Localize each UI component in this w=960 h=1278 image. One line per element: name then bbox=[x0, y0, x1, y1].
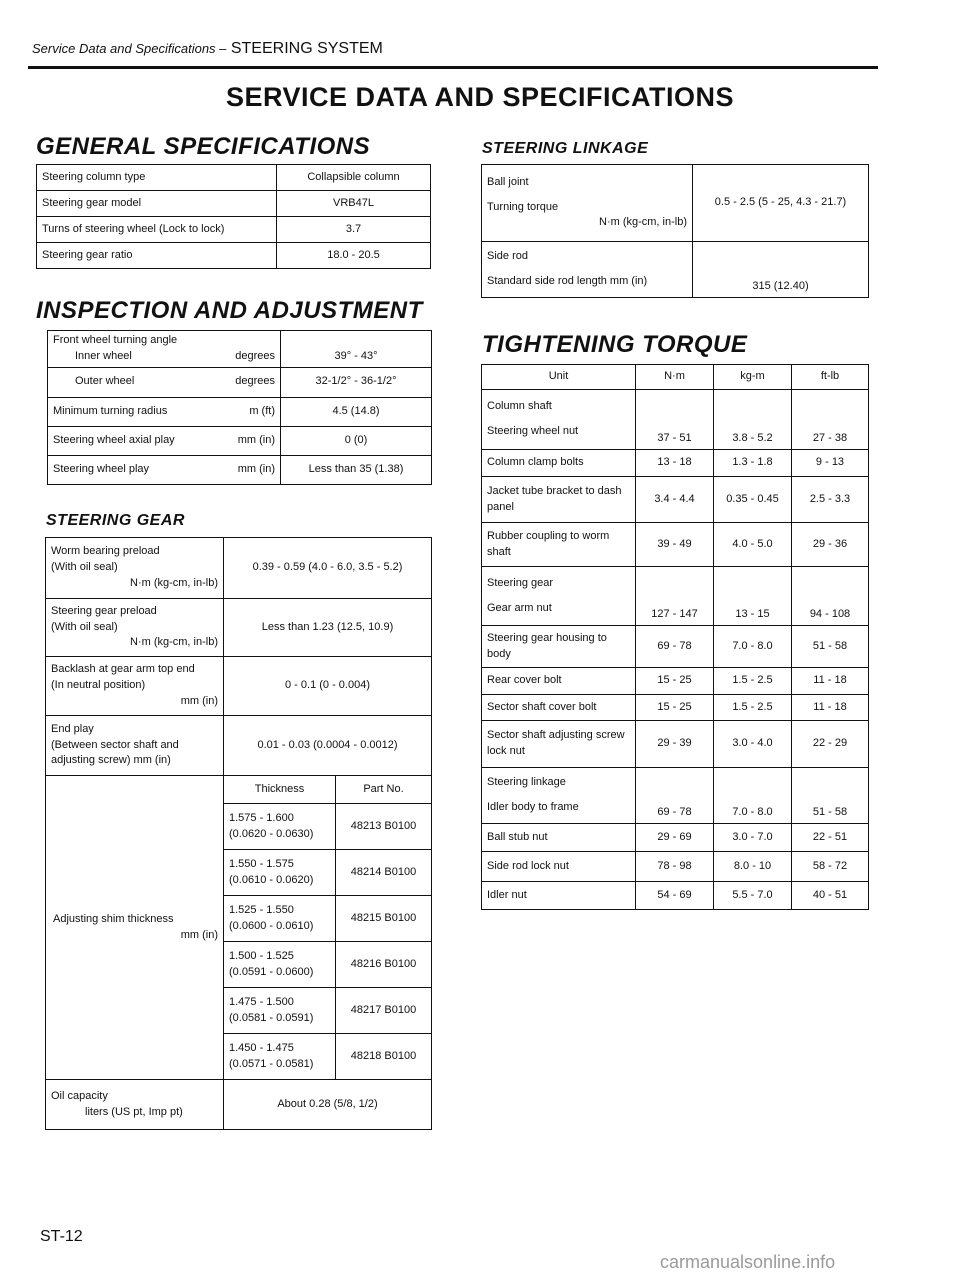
torque-ftlb: 11 - 18 bbox=[792, 668, 869, 695]
side-rod-label: Side rod bbox=[487, 250, 528, 263]
worm-label-3: N·m (kg-cm, in-lb) bbox=[130, 576, 218, 589]
torque-item: Rear cover bolt bbox=[482, 668, 636, 695]
table-row bbox=[482, 523, 869, 567]
worm-label-2: (With oil seal) bbox=[51, 561, 118, 574]
shim-label-2: mm (in) bbox=[180, 928, 218, 941]
end-play-label-1: End play bbox=[51, 722, 94, 735]
table-row bbox=[37, 165, 431, 191]
end-play-label-3: adjusting screw) mm (in) bbox=[51, 754, 171, 767]
torque-nm: 69 - 78 bbox=[636, 768, 714, 824]
end-play-label-2: (Between sector shaft and bbox=[51, 738, 179, 751]
torque-nm: 15 - 25 bbox=[636, 668, 714, 695]
table-row bbox=[37, 217, 431, 243]
page-title: SERVICE DATA AND SPECIFICATIONS bbox=[225, 82, 735, 112]
preload-value: Less than 1.23 (12.5, 10.9) bbox=[224, 599, 432, 657]
shim-part-number: 48217 B0100 bbox=[336, 988, 432, 1034]
shim-thickness-in: (0.0620 - 0.0630) bbox=[229, 827, 314, 840]
torque-item: Gear arm nut bbox=[487, 601, 552, 614]
torque-ftlb: 27 - 38 bbox=[792, 390, 869, 450]
table-row bbox=[482, 477, 869, 523]
torque-nm: 127 - 147 bbox=[636, 567, 714, 626]
torque-item: Side rod lock nut bbox=[482, 852, 636, 882]
general-value: 3.7 bbox=[277, 217, 431, 243]
turning-radius-value: 4.5 (14.8) bbox=[281, 397, 432, 426]
torque-kgm: 3.0 - 4.0 bbox=[714, 721, 792, 768]
worm-value: 0.39 - 0.59 (4.0 - 6.0, 3.5 - 5.2) bbox=[224, 538, 432, 599]
shim-part-number: 48215 B0100 bbox=[336, 896, 432, 942]
header-rule bbox=[28, 66, 878, 69]
general-value: VRB47L bbox=[277, 191, 431, 217]
torque-kgm: 7.0 - 8.0 bbox=[714, 626, 792, 668]
general-label: Steering gear ratio bbox=[37, 243, 277, 269]
table-row bbox=[48, 397, 432, 426]
backlash-value: 0 - 0.1 (0 - 0.004) bbox=[224, 657, 432, 716]
table-row bbox=[482, 450, 869, 477]
table-row bbox=[48, 331, 432, 368]
torque-item: Idler body to frame bbox=[487, 801, 579, 813]
shim-label-1: Adjusting shim thickness bbox=[53, 912, 174, 925]
torque-kgm: 1.5 - 2.5 bbox=[714, 695, 792, 721]
inner-wheel-unit: degrees bbox=[235, 349, 275, 362]
preload-label-2: (With oil seal) bbox=[51, 620, 118, 633]
running-header bbox=[32, 40, 383, 58]
table-row bbox=[48, 367, 432, 397]
group-steering-linkage: Steering linkage bbox=[487, 776, 566, 789]
shim-thickness-in: (0.0610 - 0.0620) bbox=[229, 873, 314, 886]
turning-radius-unit: m (ft) bbox=[249, 404, 275, 417]
torque-kgm: 3.8 - 5.2 bbox=[714, 390, 792, 450]
torque-kgm: 1.3 - 1.8 bbox=[714, 450, 792, 477]
table-row bbox=[37, 191, 431, 217]
torque-kgm: 3.0 - 7.0 bbox=[714, 824, 792, 852]
wheel-play-value: Less than 35 (1.38) bbox=[281, 455, 432, 484]
shim-thickness-mm: 1.525 - 1.550 bbox=[229, 903, 294, 916]
backlash-label-2: (In neutral position) bbox=[51, 679, 146, 692]
outer-wheel-label: Outer wheel bbox=[75, 375, 135, 388]
table-row bbox=[46, 716, 432, 776]
inner-wheel-label: Inner wheel bbox=[75, 349, 132, 362]
torque-nm: 3.4 - 4.4 bbox=[636, 477, 714, 523]
table-row bbox=[46, 538, 432, 599]
table-row bbox=[482, 824, 869, 852]
axial-play-value: 0 (0) bbox=[281, 426, 432, 455]
torque-ftlb: 51 - 58 bbox=[792, 768, 869, 824]
turning-torque-label: Turning torque bbox=[487, 200, 559, 213]
torque-nm: 29 - 69 bbox=[636, 824, 714, 852]
shim-thickness-in: (0.0581 - 0.0591) bbox=[229, 1011, 314, 1024]
table-row bbox=[46, 599, 432, 657]
oil-capacity-label-1: Oil capacity bbox=[51, 1089, 108, 1102]
table-row bbox=[482, 165, 869, 242]
axial-play-unit: mm (in) bbox=[237, 433, 275, 446]
table-row bbox=[482, 721, 869, 768]
thickness-header: Thickness bbox=[224, 776, 336, 804]
shim-part-number: 48214 B0100 bbox=[336, 850, 432, 896]
shim-thickness-mm: 1.550 - 1.575 bbox=[229, 857, 294, 870]
linkage-heading: STEERING LINKAGE bbox=[482, 140, 649, 157]
table-row bbox=[48, 426, 432, 455]
axial-play-label: Steering wheel axial play bbox=[53, 433, 175, 446]
general-label: Steering column type bbox=[37, 165, 277, 191]
outer-wheel-value: 32-1/2° - 36-1/2° bbox=[281, 367, 432, 397]
shim-thickness-mm: 1.500 - 1.525 bbox=[229, 949, 294, 962]
backlash-label-1: Backlash at gear arm top end bbox=[51, 663, 195, 676]
torque-item: Ball stub nut bbox=[482, 824, 636, 852]
part-header: Part No. bbox=[336, 776, 432, 804]
table-row bbox=[482, 242, 869, 298]
col-unit: Unit bbox=[482, 365, 636, 390]
end-play-value: 0.01 - 0.03 (0.0004 - 0.0012) bbox=[224, 716, 432, 776]
shim-part-number: 48216 B0100 bbox=[336, 942, 432, 988]
table-row bbox=[46, 1080, 432, 1130]
gear-table bbox=[45, 537, 432, 1130]
torque-ftlb: 22 - 51 bbox=[792, 824, 869, 852]
torque-item: Sector shaft cover bolt bbox=[482, 695, 636, 721]
torque-nm: 78 - 98 bbox=[636, 852, 714, 882]
oil-capacity-label-2: liters (US pt, Imp pt) bbox=[85, 1105, 183, 1118]
shim-thickness-mm: 1.575 - 1.600 bbox=[229, 811, 294, 824]
gear-heading: STEERING GEAR bbox=[46, 512, 185, 529]
turning-torque-unit: N·m (kg-cm, in-lb) bbox=[599, 216, 687, 229]
table-row bbox=[482, 567, 869, 626]
inspection-label bbox=[48, 331, 281, 368]
page-number: ST-12 bbox=[40, 1228, 83, 1245]
inspection-heading: INSPECTION AND ADJUSTMENT bbox=[36, 297, 423, 324]
torque-item: Column clamp bolts bbox=[482, 450, 636, 477]
table-header-row bbox=[482, 365, 869, 390]
torque-heading: TIGHTENING TORQUE bbox=[482, 331, 748, 358]
shim-thickness-in: (0.0591 - 0.0600) bbox=[229, 965, 314, 978]
table-row bbox=[482, 882, 869, 910]
torque-ftlb: 58 - 72 bbox=[792, 852, 869, 882]
torque-kgm: 8.0 - 10 bbox=[714, 852, 792, 882]
general-label: Steering gear model bbox=[37, 191, 277, 217]
torque-nm: 54 - 69 bbox=[636, 882, 714, 910]
worm-label-1: Worm bearing preload bbox=[51, 545, 160, 558]
group-column-shaft: Column shaft bbox=[487, 400, 552, 413]
inner-wheel-value: 39° - 43° bbox=[281, 331, 432, 368]
col-ftlb: ft-lb bbox=[792, 365, 869, 390]
torque-nm: 15 - 25 bbox=[636, 695, 714, 721]
torque-table bbox=[481, 364, 869, 910]
oil-capacity-value: About 0.28 (5/8, 1/2) bbox=[224, 1080, 432, 1130]
general-value: 18.0 - 20.5 bbox=[277, 243, 431, 269]
torque-nm: 37 - 51 bbox=[636, 390, 714, 450]
torque-nm: 69 - 78 bbox=[636, 626, 714, 668]
linkage-table bbox=[481, 164, 869, 298]
table-row bbox=[48, 455, 432, 484]
side-rod-length-value: 315 (12.40) bbox=[693, 242, 869, 298]
wheel-play-unit: mm (in) bbox=[237, 462, 275, 475]
torque-item: Rubber coupling to worm shaft bbox=[482, 523, 636, 567]
torque-kgm: 7.0 - 8.0 bbox=[714, 768, 792, 824]
col-nm: N·m bbox=[636, 365, 714, 390]
shim-part-number: 48213 B0100 bbox=[336, 804, 432, 850]
table-row bbox=[482, 768, 869, 824]
table-row bbox=[46, 657, 432, 716]
shim-thickness-mm: 1.475 - 1.500 bbox=[229, 995, 294, 1008]
ball-joint-label: Ball joint bbox=[487, 175, 529, 188]
turning-radius-label: Minimum turning radius bbox=[53, 404, 168, 417]
torque-kgm: 5.5 - 7.0 bbox=[714, 882, 792, 910]
table-row bbox=[482, 852, 869, 882]
inspection-table bbox=[47, 330, 432, 485]
front-wheel-label: Front wheel turning angle bbox=[53, 334, 178, 346]
shim-part-number: 48218 B0100 bbox=[336, 1034, 432, 1080]
table-row bbox=[482, 626, 869, 668]
table-row bbox=[482, 390, 869, 450]
general-heading: GENERAL SPECIFICATIONS bbox=[36, 133, 371, 160]
table-row bbox=[482, 668, 869, 695]
wheel-play-label: Steering wheel play bbox=[53, 462, 150, 475]
header-section: STEERING SYSTEM bbox=[230, 40, 383, 57]
group-steering-gear: Steering gear bbox=[487, 576, 554, 589]
torque-ftlb: 40 - 51 bbox=[792, 882, 869, 910]
torque-nm: 13 - 18 bbox=[636, 450, 714, 477]
backlash-label-3: mm (in) bbox=[180, 694, 218, 707]
table-row bbox=[482, 695, 869, 721]
general-value: Collapsible column bbox=[277, 165, 431, 191]
torque-item: Steering gear housing to body bbox=[482, 626, 636, 668]
torque-nm: 29 - 39 bbox=[636, 721, 714, 768]
general-label: Turns of steering wheel (Lock to lock) bbox=[37, 217, 277, 243]
outer-wheel-unit: degrees bbox=[235, 375, 275, 388]
watermark: carmanualsonline.info bbox=[660, 1252, 836, 1272]
torque-kgm: 0.35 - 0.45 bbox=[714, 477, 792, 523]
turning-torque-value: 0.5 - 2.5 (5 - 25, 4.3 - 21.7) bbox=[693, 165, 869, 242]
side-rod-length-label: Standard side rod length mm (in) bbox=[487, 275, 648, 287]
shim-thickness-in: (0.0571 - 0.0581) bbox=[229, 1057, 314, 1070]
header-breadcrumb: Service Data and Specifications – bbox=[32, 41, 227, 56]
torque-nm: 39 - 49 bbox=[636, 523, 714, 567]
torque-item: Sector shaft adjusting screw lock nut bbox=[482, 721, 636, 768]
general-table bbox=[36, 164, 431, 269]
preload-label-3: N·m (kg-cm, in-lb) bbox=[130, 636, 218, 649]
torque-kgm: 4.0 - 5.0 bbox=[714, 523, 792, 567]
table-row bbox=[37, 243, 431, 269]
shim-thickness-in: (0.0600 - 0.0610) bbox=[229, 919, 314, 932]
torque-ftlb: 9 - 13 bbox=[792, 450, 869, 477]
torque-ftlb: 22 - 29 bbox=[792, 721, 869, 768]
col-kgm: kg-m bbox=[714, 365, 792, 390]
torque-ftlb: 2.5 - 3.3 bbox=[792, 477, 869, 523]
torque-ftlb: 94 - 108 bbox=[792, 567, 869, 626]
torque-kgm: 1.5 - 2.5 bbox=[714, 668, 792, 695]
torque-ftlb: 29 - 36 bbox=[792, 523, 869, 567]
torque-kgm: 13 - 15 bbox=[714, 567, 792, 626]
torque-ftlb: 51 - 58 bbox=[792, 626, 869, 668]
torque-item: Jacket tube bracket to dash panel bbox=[482, 477, 636, 523]
torque-ftlb: 11 - 18 bbox=[792, 695, 869, 721]
torque-item: Steering wheel nut bbox=[487, 425, 579, 437]
shim-thickness-mm: 1.450 - 1.475 bbox=[229, 1041, 294, 1054]
torque-item: Idler nut bbox=[482, 882, 636, 910]
table-row bbox=[46, 776, 432, 804]
preload-label-1: Steering gear preload bbox=[51, 604, 157, 617]
